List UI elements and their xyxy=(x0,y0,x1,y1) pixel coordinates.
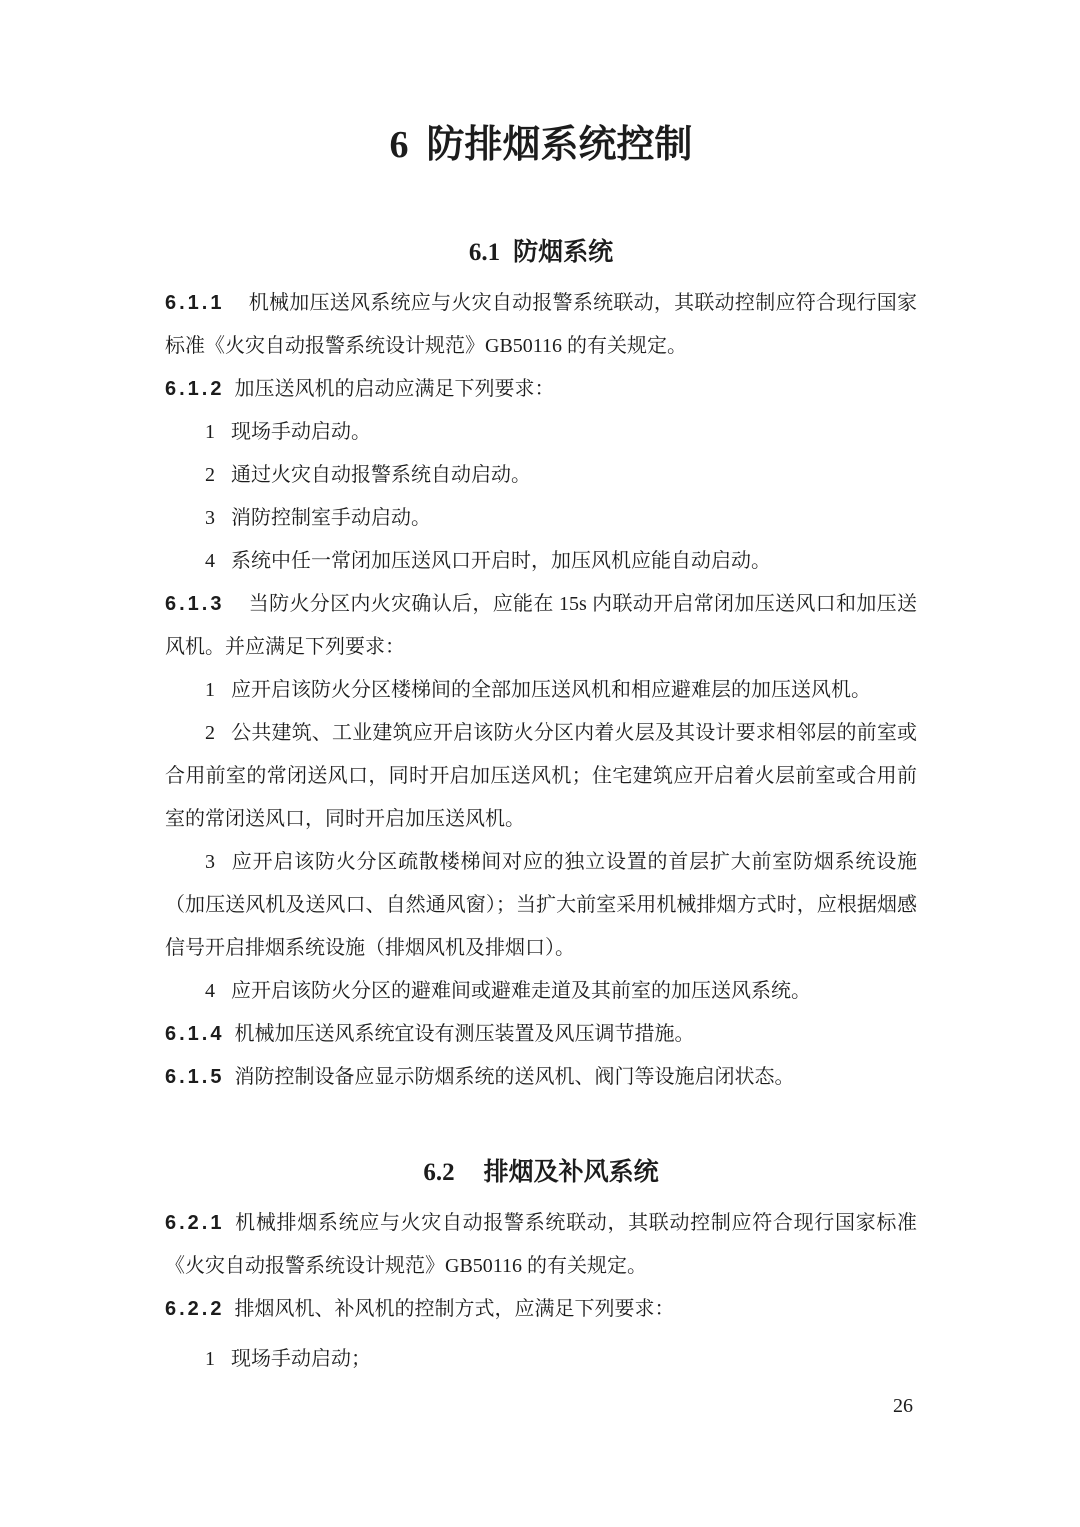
item-text: 通过火灾自动报警系统自动启动。 xyxy=(231,464,531,486)
list-item-6-1-2-1 xyxy=(165,411,917,454)
item-text: 应开启该防火分区疏散楼梯间对应的独立设置的首层扩大前室防烟系统设施（加压送风机及送风口、自然通风窗）；当扩大前室采用机械排烟方式时，应根据烟感信号开启排烟系统设施（排烟风机及排烟口）。 xyxy=(165,851,917,959)
clause-6-2-2 xyxy=(165,1288,917,1331)
list-item-6-1-2-3 xyxy=(165,497,917,540)
section-number: 6.1 xyxy=(468,239,501,266)
item-number: 1 xyxy=(205,1348,215,1370)
list-item-6-1-3-1 xyxy=(165,669,917,712)
list-item-6-1-3-2 xyxy=(165,712,917,841)
clause-6-1-5 xyxy=(165,1056,917,1099)
chapter-title-text: 防排烟系统控制 xyxy=(426,124,693,166)
item-number: 1 xyxy=(205,421,215,443)
clause-text: 机械加压送风系统宜设有测压装置及风压调节措施。 xyxy=(234,1023,695,1045)
page-content xyxy=(0,126,1080,1381)
section-smoke-exhaust xyxy=(165,1160,917,1381)
item-text: 应开启该防火分区楼梯间的全部加压送风机和相应避难层的加压送风机。 xyxy=(231,679,871,701)
item-text: 公共建筑、工业建筑应开启该防火分区内着火层及其设计要求相邻层的前室或合用前室的常闭送风口，同时开启加压送风机；住宅建筑应开启着火层前室或合用前室的常闭送风口，同时开启加压送风机。 xyxy=(165,722,917,830)
clause-text: 排烟风机、补风机的控制方式，应满足下列要求： xyxy=(234,1298,675,1320)
list-item-6-1-2-4 xyxy=(165,540,917,583)
clause-text: 消防控制设备应显示防烟系统的送风机、阀门等设施启闭状态。 xyxy=(234,1066,795,1088)
item-number: 4 xyxy=(205,980,215,1002)
item-number: 4 xyxy=(205,550,215,572)
item-number: 2 xyxy=(205,464,215,486)
section-smoke-protection xyxy=(165,240,917,1099)
clause-6-2-1 xyxy=(165,1202,917,1288)
item-text: 消防控制室手动启动。 xyxy=(231,507,431,529)
clause-number: 6.2.1 xyxy=(165,1212,225,1234)
clause-number: 6.2.2 xyxy=(165,1298,225,1320)
clause-number: 6.1.5 xyxy=(165,1066,225,1088)
list-item-6-1-3-3 xyxy=(165,841,917,970)
list-item-6-1-2-2 xyxy=(165,454,917,497)
clause-6-1-2 xyxy=(165,368,917,411)
section-title-text: 防烟系统 xyxy=(513,239,614,266)
item-text: 现场手动启动。 xyxy=(231,421,371,443)
item-number: 3 xyxy=(205,851,215,873)
item-text: 应开启该防火分区的避难间或避难走道及其前室的加压送风系统。 xyxy=(231,980,811,1002)
item-number: 3 xyxy=(205,507,215,529)
section-number: 6.2 xyxy=(423,1159,455,1186)
section-title-text: 排烟及补风系统 xyxy=(483,1159,659,1186)
item-text: 现场手动启动； xyxy=(231,1348,371,1370)
section-heading-6-2 xyxy=(165,1160,917,1185)
clause-6-1-1 xyxy=(165,282,917,368)
clause-number: 6.1.2 xyxy=(165,378,225,400)
item-number: 1 xyxy=(205,679,215,701)
section-heading-6-1 xyxy=(165,240,917,265)
clause-number: 6.1.1 xyxy=(165,292,225,314)
list-item-6-2-2-1 xyxy=(165,1338,917,1381)
clause-text: 当防火分区内火灾确认后，应能在 15s 内联动开启常闭加压送风口和加压送风机。并应满足下列要求： xyxy=(165,593,917,658)
clause-text: 加压送风机的启动应满足下列要求： xyxy=(234,378,555,400)
clause-6-1-3 xyxy=(165,583,917,669)
clause-number: 6.1.3 xyxy=(165,593,225,615)
item-number: 2 xyxy=(205,722,215,744)
clause-6-1-4 xyxy=(165,1013,917,1056)
chapter-number: 6 xyxy=(389,124,409,166)
clause-number: 6.1.4 xyxy=(165,1023,225,1045)
chapter-title xyxy=(165,126,917,164)
page-number: 26 xyxy=(893,1395,913,1417)
clause-text: 机械加压送风系统应与火灾自动报警系统联动，其联动控制应符合现行国家标准《火灾自动报警系统设计规范》GB50116 的有关规定。 xyxy=(165,292,917,357)
item-text: 系统中任一常闭加压送风口开启时，加压风机应能自动启动。 xyxy=(231,550,771,572)
clause-text: 机械排烟系统应与火灾自动报警系统联动，其联动控制应符合现行国家标准《火灾自动报警系统设计规范》GB50116 的有关规定。 xyxy=(165,1212,917,1277)
list-item-6-1-3-4 xyxy=(165,970,917,1013)
